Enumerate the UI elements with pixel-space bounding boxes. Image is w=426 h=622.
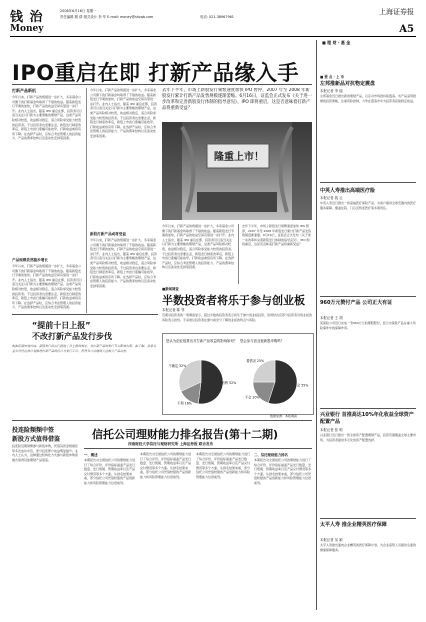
main-illustration	[162, 122, 312, 220]
col-divider-2	[238, 224, 239, 284]
phone-line: 电话: 021-38967961	[200, 15, 234, 19]
survey-chart-svg	[163, 334, 313, 414]
main-lede: 去年下半年，市场上新股发行频繁速度加快 IPO 暂停，2007 年至 2008 年新股发行累计打新产品发售规模逐渐萎缩。6月16日，证监会正式发布《关于进一步改革和完善新股发行体制的指导意见》，IPO 即将重启，这是否意味着打新产品将重新受益？	[162, 88, 312, 111]
bottom-left-title-2: 新股方式值得借鉴	[12, 436, 61, 443]
bottom-left-title-1: 投连险频频中签	[12, 427, 55, 434]
ranking-col-3: 本期报告对全国信托公司的理财能力进行了综合评价，评价指标涵盖产品发行数量、发行规模、预期收益率以及产品兑付情况等多个方面。从排名结果来看，部分信托公司凭借较强的产品创新能力和风险管理能力位居前列。	[196, 452, 250, 479]
ranking-col-1: 本期报告对全国信托公司的理财能力进行了综合评价，评价指标涵盖产品发行数量、发行规模、预期收益率以及产品兑付情况等多个方面。从排名结果来看，部分信托公司凭借较强的产品创新能力和风险管理能力位居前列。	[84, 458, 136, 485]
right-item-4-byline: 本报记者 张 明	[320, 428, 343, 432]
ranking-sub-rule	[84, 448, 312, 449]
pie-label-1-1: 有利 52%	[221, 380, 237, 385]
main-body-col2b: 今年以来，打新产品的规模进一步扩大，多家基金公司旗下的打新基金均取得了不错的收益。随着新股发行节奏的加快，打新产品的收益空间有望进一步打开。业内人士指出，随着 IPO 重启在即，投资者可以适当关注以打新为主要策略的理财产品，这类产品风险相对较低，收益相对稳定，适合风险承受能力较低的投资者。不过投资者也需要注意，新股发行制度改革后，新股上市首日涨幅可能收窄，打新收益或将有所下降。在选择产品时，应综合考虑管理人的投资能力、产品的费率结构以及流动性安排等因素。	[90, 238, 157, 288]
chart-kicker: ■新闻调查	[162, 287, 179, 291]
right-col-divider	[316, 40, 317, 610]
left-box-top-rule	[12, 314, 158, 315]
pie-label-2-2: 不会 20%	[245, 395, 260, 400]
masthead-rule	[10, 36, 416, 37]
pie-label-1-3: 不确定 32%	[168, 363, 187, 368]
right-rule-2	[320, 296, 416, 297]
paper-name: 上海证券报	[379, 8, 414, 16]
money-label: Money	[10, 24, 44, 34]
section-logo: 钱 治	[10, 10, 44, 25]
ranking-subline: 西南财经大学信托与理财研究所 上海证券报 联合发布	[128, 442, 214, 446]
illustration-svg	[162, 122, 312, 220]
pie-title-2: 您会参与创业板新股申购吗？	[240, 339, 285, 343]
ranking-headline: 信托公司理财能力排名报告(第十二期)	[92, 428, 279, 441]
right-rule-1	[320, 182, 416, 183]
ranking-col-4: 本期报告对全国信托公司的理财能力进行了综合评价，评价指标涵盖产品发行数量、发行规模、预期收益率以及产品兑付情况等多个方面。从排名结果来看，部分信托公司凭借较强的产品创新能力和风险管理能力位居前列。	[254, 458, 312, 485]
right-item-1-body: 左邦基金近日推出新的理财产品，以应对市场的持续震荡。该产品采用稳健的投资策略，注重风险控制，力争在震荡市中为投资者获取稳定收益。	[320, 94, 416, 103]
ranking-top-rule	[84, 420, 312, 421]
date-line: 2008年6月16日 星期一	[60, 9, 97, 13]
pie-label-2-3: 看情况 25%	[246, 359, 265, 364]
bottom-left-body: 投连险近期频繁参与新股申购，凭借其资金规模优势多次成功中签，部分投连账户收益明显提升。业内人士认为，这种通过机构化方式参与新股申购的模式值得其他理财产品借鉴。	[12, 444, 78, 462]
right-item-4-body: 兴业银行近日推出一款全球资产配置理财产品，投资范围覆盖全球主要市场，为投资者提供多元化的资产配置选择。	[320, 433, 416, 442]
survey-chart-panel	[162, 333, 314, 415]
main-subhead-1: 产品规模依然稳步增长	[12, 258, 48, 262]
headline-rule	[12, 84, 312, 85]
right-item-2-byline: 本报记者 钱 云	[320, 196, 343, 200]
col-divider-1	[86, 88, 87, 313]
ranking-col-2: 本期报告对全国信托公司的理财能力进行了综合评价，评价指标涵盖产品发行数量、发行规模、预期收益率以及产品兑付情况等多个方面。从排名结果来看，部分信托公司凭借较强的产品创新能力和风险管理能力位居前列。	[140, 452, 192, 479]
main-body-col1b: 今年以来，打新产品的规模进一步扩大，多家基金公司旗下的打新基金均取得了不错的收益。随着新股发行节奏的加快，打新产品的收益空间有望进一步打开。业内人士指出，随着 IPO 重启在即，投资者可以适当关注以打新为主要策略的理财产品，这类产品风险相对较低，收益相对稳定，适合风险承受能力较低的投资者。不过投资者也需要注意，新股发行制度改革后，新股上市首日涨幅可能收窄，打新收益或将有所下降。在选择产品时，应综合考虑管理人的投资能力、产品的费率结构以及流动性安排等因素。	[12, 264, 82, 310]
right-item-1-byline: 本报记者 李 丽	[320, 89, 343, 93]
chart-byline: 本报记者 陈 菲	[162, 308, 185, 312]
right-col-header: ■ 要 点 · 上 市	[320, 75, 344, 79]
pie-slice-1-1	[198, 360, 223, 404]
main-body-col2: 今年以来，打新产品的规模进一步扩大，多家基金公司旗下的打新基金均取得了不错的收益。随着新股发行节奏的加快，打新产品的收益空间有望进一步打开。业内人士指出，随着 IPO 重启在即，投资者可以适当关注以打新为主要策略的理财产品，这类产品风险相对较低，收益相对稳定，适合风险承受能力较低的投资者。不过投资者也需要注意，新股发行制度改革后，新股上市首日涨幅可能收窄，打新收益或将有所下降。在选择产品时，应综合考虑管理人的投资能力、产品的费率结构以及流动性安排等因素。	[90, 88, 157, 138]
right-item-1-title: 左邦推新品对抗物定震盘	[320, 81, 376, 87]
right-item-5-byline: 本报记者 吴 颖	[320, 538, 343, 542]
right-rule-3	[320, 408, 416, 409]
chart-headline: 半数投资者将乐于参与创业板	[162, 294, 305, 307]
chart-survey-text: 近期对投资者的一项调查显示，超过半数的投资者表示将乐于参与创业板投资，但同时也有部分投资者对创业板的风险表示担忧。专家建议投资者在参与前充分了解创业板的特点与风险。	[162, 313, 312, 322]
illustration-caption: 隆重上市！	[214, 152, 264, 163]
editor-line: 责任编辑 顾 倩 版式设计 李 华 E-mail: money@shzqb.com	[60, 15, 154, 19]
chart-source: 数据来源：本报调查	[270, 414, 298, 418]
left-box-title-2: 不改打新产品发行步伐	[32, 332, 112, 341]
ranking-section-2: 二、信托理财能力排名	[254, 453, 288, 457]
page-number: A5	[399, 24, 414, 35]
main-body-col4: 去年下半年，市场上新股发行频繁速度加快 IPO 暂停，2007 年至 2008 年新股发行累计打新产品发售规模逐渐萎缩。6月16日，证监会正式发布《关于进一步改革和完善新股发行体制的指导意见》，IPO 即将重启，这是否意味着打新产品将重新受益？	[242, 224, 312, 247]
pie-title-1: 您认为创业板推出对打新产品收益的影响如何？	[166, 339, 238, 343]
main-body-col1: 今年以来，打新产品的规模进一步扩大，多家基金公司旗下的打新基金均取得了不错的收益。随着新股发行节奏的加快，打新产品的收益空间有望进一步打开。业内人士指出，随着 IPO 重启在即，投资者可以适当关注以打新为主要策略的理财产品，这类产品风险相对较低，收益相对稳定，适合风险承受能力较低的投资者。不过投资者也需要注意，新股发行制度改革后，新股上市首日涨幅可能收窄，打新收益或将有所下降。在选择产品时，应综合考虑管理人的投资能力、产品的费率结构以及流动性安排等因素。	[12, 95, 82, 141]
right-item-3-title: 960万元赞付产品 公司正大有证	[320, 300, 393, 306]
pie-label-1-2: 不利 16%	[177, 401, 192, 406]
main-body-col3: 今年以来，打新产品的规模进一步扩大，多家基金公司旗下的打新基金均取得了不错的收益。随着新股发行节奏的加快，打新产品的收益空间有望进一步打开。业内人士指出，随着 IPO 重启在即，投资者可以适当关注以打新为主要策略的理财产品，这类产品风险相对较低，收益相对稳定，适合风险承受能力较低的投资者。不过投资者也需要注意，新股发行制度改革后，新股上市首日涨幅可能收窄，打新收益或将有所下降。在选择产品时，应综合考虑管理人的投资能力、产品的费率结构以及流动性安排等因素。	[162, 224, 234, 270]
right-rule-4	[320, 518, 416, 519]
main-kicker: 打新产品新机	[12, 88, 36, 93]
right-item-3-body: 某保险公司近日完成一笔960万元的理赔赔付，显示出保险产品在重大风险事件中的保障作用。	[320, 321, 416, 330]
corner-title: ■ 理 财 · 基 金	[322, 40, 351, 45]
pie-slice-2-3	[253, 360, 275, 382]
right-item-4-title: 兴业银行 首推高达10%年化收益全球资产配置产品	[320, 412, 414, 425]
left-box-body: 根据近期市场传闻，新股发行将实行提前十日上报的规定，对打新产品的发行节奏影响有限。据了解，多家基金公司仍在按计划推进打新产品的设计与发行工作，投资者可以继续关注相关产品动态。	[12, 344, 157, 353]
right-item-2-title: 中英人寿推出高端医疗险	[320, 188, 376, 194]
right-item-5-title: 太平人寿 推企业精英医疗保障	[320, 522, 387, 528]
right-item-2-body: 中英人寿近日推出一款高端医疗保险产品，为客户提供全球范围内的医疗服务保障，覆盖住院、门诊及特需医疗等多项责任。	[320, 201, 416, 210]
main-headline: IPO重启在即 打新产品缘入手	[12, 61, 299, 85]
left-box-title-1: “提前十日上报”	[32, 321, 91, 330]
right-item-3-byline: 本报记者 王 胡	[320, 316, 343, 320]
main-subhead-2: 新股打新产品或将受益	[90, 232, 126, 236]
right-item-5-body: 太平人寿推出面向企业精英的医疗保障计划，为企业高管人员提供全面的健康保障服务。	[320, 543, 416, 552]
ranking-section-1: 一、概述	[84, 453, 98, 457]
pie-label-2-1: 会 55%	[297, 383, 309, 388]
